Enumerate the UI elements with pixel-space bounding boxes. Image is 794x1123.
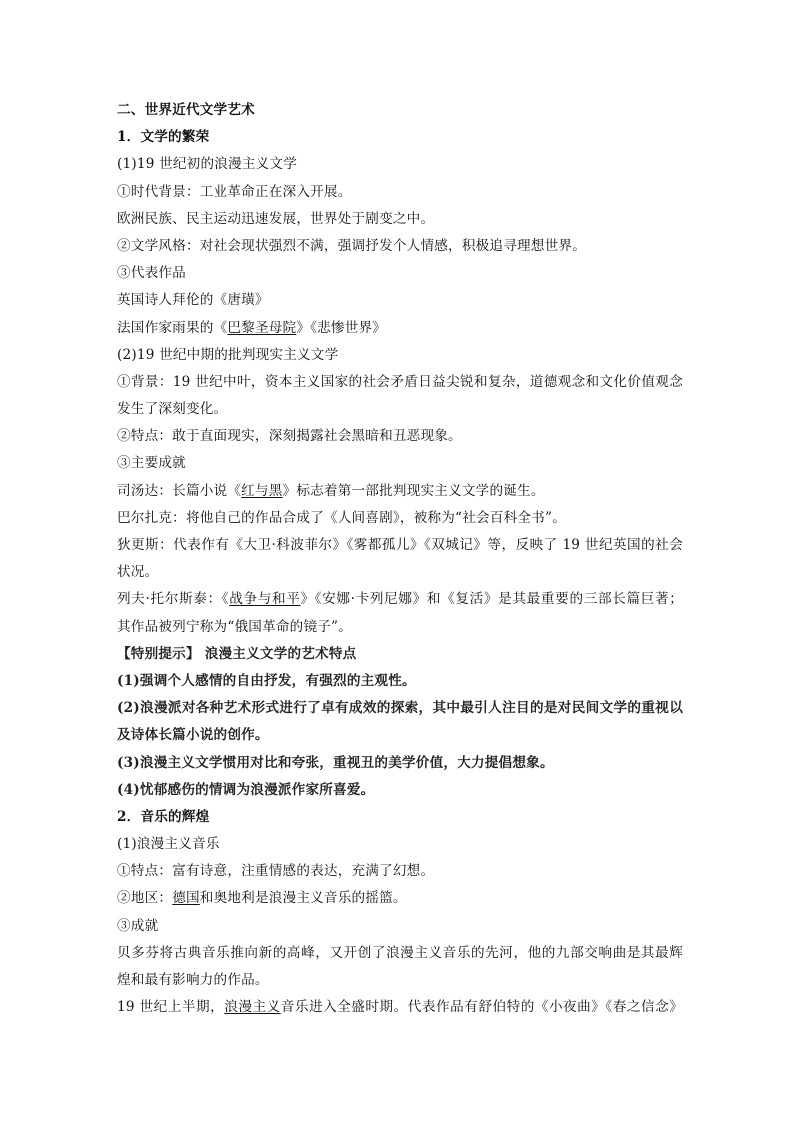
text-segment: ①特点：富有诗意，注重情感的表达，充满了幻想。 (117, 863, 435, 880)
text-segment: ③成就 (117, 917, 159, 934)
text-line (117, 668, 683, 695)
text-line (117, 369, 683, 396)
text-line (117, 423, 683, 450)
text-segment: ③主要成就 (117, 455, 186, 472)
text-segment: 狄更斯：代表作有《大卫·科波菲尔》《雾都孤儿》《双城记》等，反映了 19 世纪英国的社会 (117, 537, 683, 553)
text-line (117, 831, 683, 858)
text-segment: (3)浪漫主义文学惯用对比和夸张，重视丑的美学价值，大力提倡想象。 (117, 754, 554, 771)
text-segment: ③代表作品 (117, 265, 186, 282)
underlined-term: 红与黑 (241, 482, 283, 499)
text-line (117, 396, 683, 423)
text-segment: 发生了深刻变化。 (117, 401, 228, 418)
text-segment: 列夫·托尔斯泰：《 (117, 591, 230, 608)
text-segment: 及诗体长篇小说的创作。 (117, 727, 269, 744)
text-line (117, 586, 683, 613)
text-segment: ①时代背景：工业革命正在深入开展。 (117, 183, 352, 200)
text-segment: 【特别提示】 浪漫主义文学的艺术特点 (117, 645, 357, 662)
text-segment: 1．文学的繁荣 (117, 129, 210, 146)
text-segment: 司汤达：长篇小说《 (117, 482, 242, 499)
text-line (117, 315, 683, 342)
text-line (117, 206, 683, 233)
text-segment: 贝多芬将古典音乐推向新的高峰，又开创了浪漫主义音乐的先河，他的九部交响曲是其最辉 (117, 944, 683, 961)
text-line (117, 260, 683, 287)
underlined-term: 浪漫主义 (224, 999, 281, 1016)
underlined-term: 战争与和平 (229, 591, 301, 608)
text-line (117, 342, 683, 369)
text-line (117, 750, 683, 777)
text-segment: 法国作家雨果的《 (117, 319, 228, 336)
text-segment: 状况。 (117, 564, 159, 581)
text-line (117, 722, 683, 749)
text-segment: 19 世纪上半期， (117, 999, 225, 1016)
text-line (117, 913, 683, 940)
text-segment: ②地区： (117, 890, 173, 907)
text-line (117, 777, 683, 804)
text-segment: 二、世界近代文学艺术 (117, 102, 255, 118)
text-line (117, 940, 683, 967)
text-line (117, 450, 683, 477)
document-page (117, 97, 683, 1021)
text-segment: ①背景：19 世纪中叶，资本主义国家的社会矛盾日益尖锐和复杂，道德观念和文化价值观念 (117, 373, 683, 390)
text-segment: 音乐进入全盛时期。代表作品有舒伯特的《小夜曲》《春之信念》 (280, 999, 683, 1016)
text-segment: (4)忧郁感伤的情调为浪漫派作家所喜爱。 (117, 781, 375, 798)
text-segment: (1)19 世纪初的浪漫主义文学 (117, 156, 298, 173)
text-line (117, 124, 683, 151)
text-line (117, 614, 683, 641)
underlined-term: 德国 (172, 890, 200, 907)
text-segment: ②特点：敢于直面现实，深刻揭露社会黑暗和丑恶现象。 (117, 428, 462, 445)
text-line (117, 858, 683, 885)
text-line (117, 478, 683, 505)
text-segment: 欧洲民族、民主运动迅速发展，世界处于剧变之中。 (117, 210, 435, 227)
underlined-term: 巴黎圣母院 (227, 319, 297, 336)
text-line (117, 641, 683, 668)
text-segment: 和奥地利是浪漫主义音乐的摇篮。 (199, 890, 407, 907)
text-line (117, 505, 683, 532)
text-line (117, 695, 683, 722)
text-segment: 》《悲惨世界》 (296, 319, 387, 336)
text-segment: 》标志着第一部批判现实主义文学的诞生。 (282, 482, 545, 499)
text-line (117, 179, 683, 206)
text-line (117, 532, 683, 559)
text-line (117, 967, 683, 994)
text-segment: ②文学风格：对社会现状强烈不满，强调抒发个人情感，积极追寻理想世界。 (117, 237, 586, 254)
text-line (117, 97, 683, 124)
text-segment: 》《安娜·卡列尼娜》和《复活》是其最重要的三部长篇巨著； (300, 591, 683, 608)
text-line (117, 233, 683, 260)
text-segment: 2．音乐的辉煌 (117, 808, 210, 825)
text-segment: 巴尔扎克：将他自己的作品合成了《人间喜剧》，被称为“社会百科全书”。 (117, 509, 566, 526)
text-segment: 其作品被列宁称为“俄国革命的镜子”。 (117, 618, 352, 635)
text-segment: (1)浪漫主义音乐 (117, 836, 220, 853)
text-line (117, 151, 683, 178)
text-segment: (1)强调个人感情的自由抒发，有强烈的主观性。 (117, 672, 416, 689)
text-segment: 煌和最有影响力的作品。 (117, 972, 269, 988)
text-line (117, 287, 683, 314)
text-segment: (2)浪漫派对各种艺术形式进行了卓有成效的探索，其中最引人注目的是对民间文学的重视以 (117, 700, 683, 717)
text-line (117, 559, 683, 586)
text-line (117, 994, 683, 1021)
text-line (117, 804, 683, 831)
text-segment: (2)19 世纪中期的批判现实主义文学 (117, 346, 339, 363)
text-line (117, 885, 683, 912)
text-segment: 英国诗人拜伦的《唐璜》 (117, 292, 269, 309)
